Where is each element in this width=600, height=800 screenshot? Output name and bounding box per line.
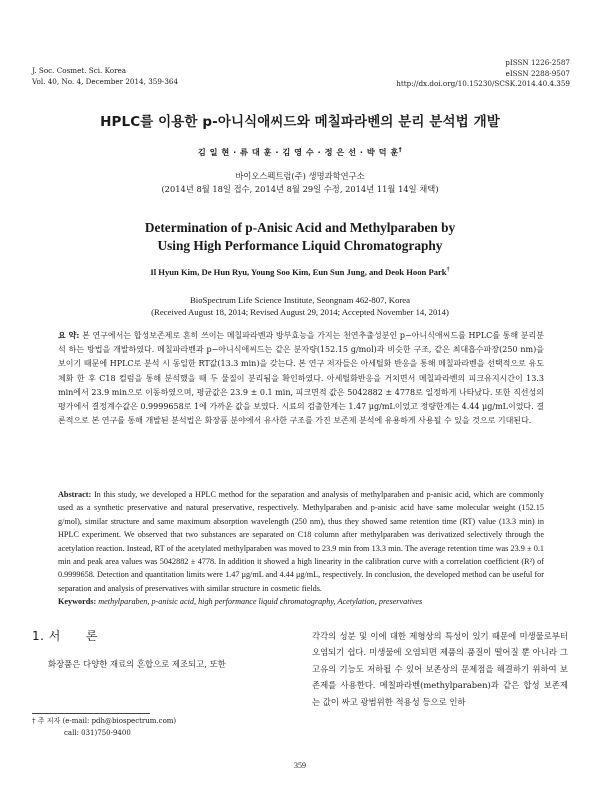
korean-abstract-text: 본 연구에서는 합성보존제로 흔히 쓰이는 메칠파라벤과 방부효능을 가지는 천연추출성분인 p−아니식애씨드를 HPLC를 통해 분리분석 하는 방법을 개발하였다. 메칠파라벤과 p−아니식애씨드는 같은 분자량(152.15 g/mol)과 비슷한 구조, 같은 최대흡수파장(250 nm)을 보이기 때문에 HPLC로 분석 시 동일한 RT값(13.3 min)을 갖는다. 본 연구 저자들은 아세틸화 반응을 통해 메칠파라벤을 선택적으로 유도체화 한 후 C18 컬럼을 통해 분석했을 때 두 물질이 분리됨을 확인하였다. 아세틸화반응을 거치면서 메칠파라벤의 피크유지시간이 13.3 min에서 23.9 min으로 이동하였으며, 평균값은 23.9 ± 0.1 min, 피크면적 값은 5042882 ± 4778로 일정하게 나타났다. 또한 직선성의 평가에서 결정계수값은 0.9999658로 1에 가까운 값을 보였다. 시료의 검출한계는 1.47 μg/mL이었고 정량한계는 4.44 μg/mL이었다. 결론적으로 본 연구를 통해 개발된 분석법은 화장품 분야에서 유사한 구조를 가진 보존제 분석에 유용하게 사용될 수 있을 것으로 기대된다. (58, 331, 544, 426)
korean-dates: (2014년 8월 18일 접수, 2014년 8월 29일 수정, 2014년 11월 14일 채택) (161, 184, 439, 194)
keywords (58, 597, 544, 606)
section-title-introduction: 1. 서 론 (32, 629, 98, 643)
korean-corresponding-mark: † (398, 147, 403, 154)
page-number: 359 (294, 761, 306, 770)
keywords-text: methylparaben, p-anisic acid, high performance liquid chromatography, Acetylation, preservatives (98, 597, 423, 606)
journal-volume: Vol. 40, No. 4, December 2014, 359-364 (32, 76, 179, 86)
english-corresponding-mark: † (446, 267, 450, 274)
english-abstract-label: Abstract: (58, 490, 92, 499)
korean-abstract-label: 요 약: (58, 330, 80, 340)
eissn: eISSN 2288-9507 (505, 68, 570, 78)
english-dates: (Received August 18, 2014; Revised August 29, 2014; Accepted November 14, 2014) (151, 307, 449, 317)
english-abstract (58, 488, 544, 595)
footnote (32, 716, 176, 739)
journal-name: J. Soc. Cosmet. Sci. Korea (32, 66, 127, 75)
footnote-divider (32, 713, 150, 714)
left-column-text (32, 656, 294, 672)
keywords-label: Keywords: (58, 597, 97, 606)
footnote-email: † 주 저자 (e-mail: pdh@biospectrum.com) (32, 717, 177, 725)
english-title-line1: Determination of p-Anisic Acid and Methylparaben by (144, 220, 456, 235)
journal-header-right (396, 58, 570, 90)
english-title (0, 219, 600, 255)
korean-authors (0, 147, 600, 158)
korean-title: HPLC를 이용한 p-아니식애씨드와 메칠파라벤의 분리 분석법 개발 (100, 114, 500, 130)
english-affiliation-block (0, 294, 600, 318)
english-title-line2: Using High Performance Liquid Chromatography (157, 238, 443, 253)
english-abstract-text: In this study, we developed a HPLC method for the separation and analysis of methylparaben and p-anisic acid, which are commonly used as a synthetic preservative and natural preservative, respectively. Methylparaben and p-anisic acid have same molecular weight (152.15 g/mol), similar structure and same maximum absorption wavelength (250 nm), thus they showed same retention time (RT) value (13.3 min) in HPLC experiment. We observed that two substances are separated on C18 column after methylparaben was derivatized selectively through the acetylation reaction. Instead, RT of the acetylated methylparaben was moved to 23.9 min from 13.3 min. The average retention time was 23.9 ± 0.1 min and peak area values was 5042882 ± 4778. In addition it showed a high linearity in the calibration curve with a correlation coefficient (R²) of 0.9999658. Detection and quantitation limits were 1.47 μg/mL and 4.44 μg/mL, respectively. In conclusion, the developed method can be useful for separation and analysis of preservatives with similar structure in cosmetic fields. (58, 490, 545, 593)
right-column-text: 각각의 성분 및 이에 대한 제형상의 특성이 있기 때문에 미생물로부터 오염되기 쉽다. 미생물에 오염되면 제품의 품질이 떨어질 뿐 아니라 그 고유의 기능도 저하될 수 있어 보존상의 문제점을 해결하기 위하여 보존제를 사용한다. 메칠파라벤(methylparaben)과 같은 합성 보존제는 값이 싸고 광범위한 적용성 등으로 인하 (312, 631, 568, 707)
korean-abstract (58, 328, 544, 428)
journal-header-left (32, 66, 178, 87)
korean-author-names: 김 일 현 · 류 대 훈 · 김 영 수 · 정 은 선 · 박 덕 훈 (197, 147, 399, 157)
english-authors (0, 267, 600, 277)
pissn: pISSN 1226-2587 (505, 58, 570, 67)
footnote-phone: call: 031)750-9400 (64, 728, 131, 737)
korean-affiliation: 바이오스펙트럼(주) 생명과학연구소 (235, 171, 365, 181)
english-affiliation: BioSpectrum Life Science Institute, Seongnam 462-807, Korea (189, 295, 411, 305)
left-column-paragraph: 화장품은 다양한 재료의 혼합으로 제조되고, 또한 (48, 659, 226, 669)
english-author-names: Il Hyun Kim, De Hun Ryu, Young Soo Kim, Eun Sun Jung, and Deok Hoon Park (150, 267, 447, 277)
doi-link[interactable]: http://dx.doi.org/10.15230/SCSK.2014.40.4.359 (396, 79, 570, 88)
